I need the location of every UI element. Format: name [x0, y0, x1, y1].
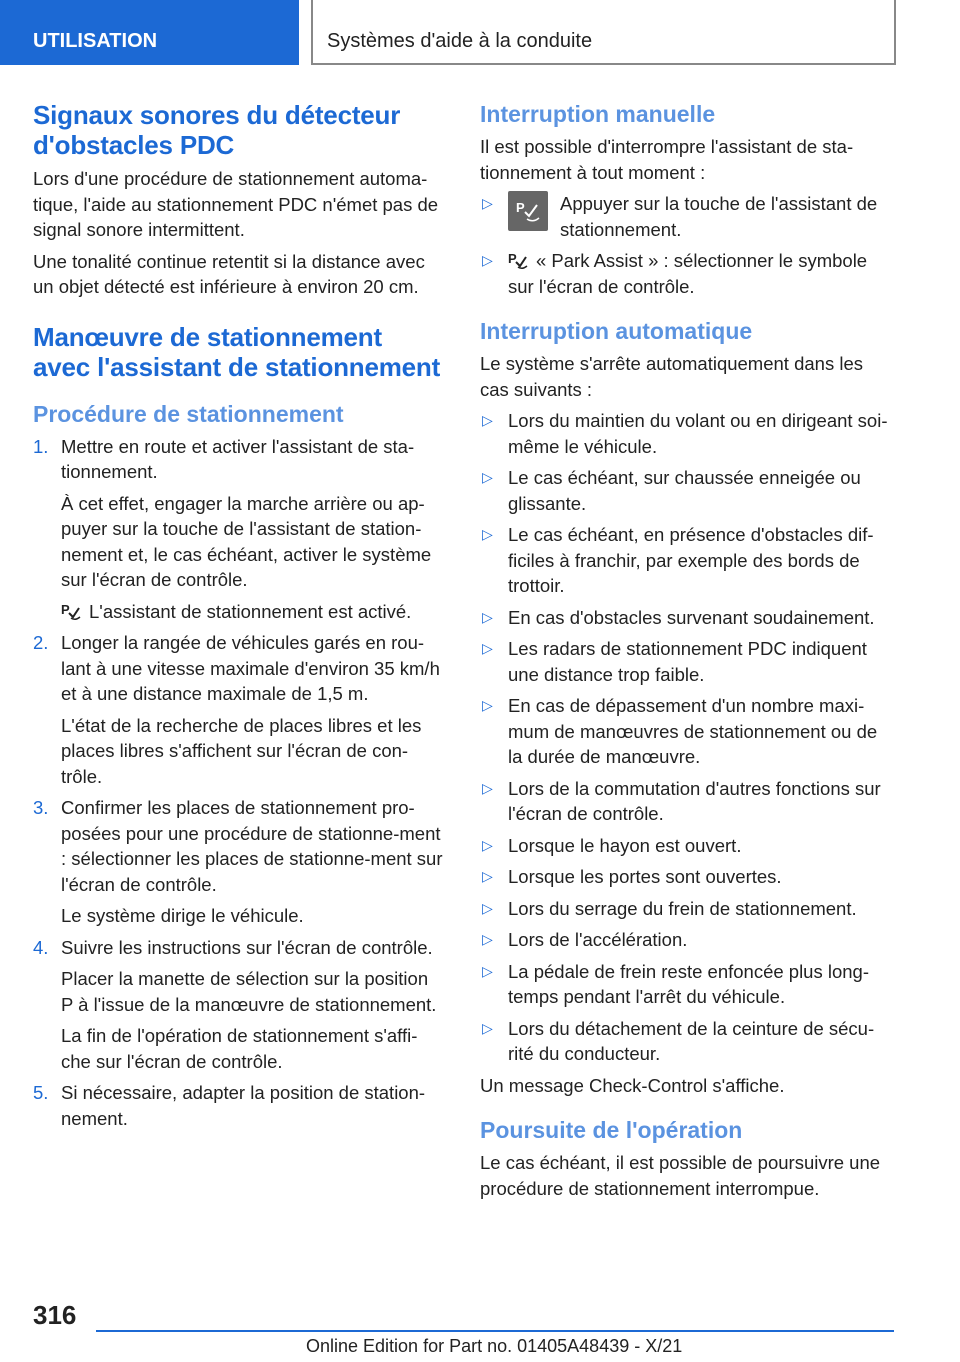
bullet-triangle-icon: ▷	[482, 836, 493, 853]
step-text: Le système dirige le véhicule.	[61, 905, 304, 926]
step-text: Si nécessaire, adapter la position de station-nement.	[61, 1082, 426, 1129]
step-number: 1.	[33, 435, 49, 457]
list-item: ▷ En cas d'obstacles survenant soudainement.	[480, 605, 896, 631]
heading-parking-procedure: Procédure de stationnement	[33, 400, 344, 427]
bullet-triangle-icon: ▷	[482, 195, 493, 211]
heading-manual-interruption: Interruption manuelle	[480, 101, 716, 127]
svg-text:P: P	[516, 200, 525, 215]
park-assist-button-icon	[508, 191, 548, 231]
page-number: 316	[33, 1300, 77, 1330]
step-text: Placer la manette de sélection sur la position P à l'issue de la manœuvre de stationnement.	[61, 968, 437, 1015]
park-assist-icon	[508, 250, 530, 270]
step-text-with-icon: P L'assistant de stationnement est activé.	[61, 600, 412, 622]
bullet-triangle-icon: ▷	[482, 608, 493, 625]
step-number: 4.	[33, 936, 49, 958]
step-item	[33, 795, 445, 929]
bullet-triangle-icon: ▷	[482, 469, 493, 485]
bullet-triangle-icon: ▷	[482, 1019, 493, 1036]
chapter-title: Systèmes d'aide à la conduite	[327, 30, 593, 52]
bullet-triangle-icon: ▷	[482, 412, 493, 428]
step-item	[33, 630, 445, 789]
step-text: Longer la rangée de véhicules garés en rou-lant à une vitesse maximale d'environ 35 km/h et à une distance maximale de 1,5 m.	[61, 632, 440, 704]
svg-text:P: P	[508, 251, 517, 266]
list-item: ▷ Lors du maintien du volant ou en dirigeant soi-même le véhicule.	[482, 410, 888, 457]
list-item: ▷ Le cas échéant, sur chaussée enneigée ou glissante.	[482, 467, 861, 514]
edition-footer: Online Edition for Part no. 01405A48439 - X/21	[306, 1336, 683, 1356]
pdc-paragraph-2: Une tonalité continue retentit si la distance avec un objet détecté est inférieure à environ 20 cm.	[33, 250, 425, 297]
chapter-tab	[311, 0, 896, 65]
heading-continue-operation: Poursuite de l'opération	[480, 1117, 743, 1143]
step-text: À cet effet, engager la marche arrière ou ap-puyer sur la touche de l'assistant de station-nement et, le cas échéant, activer le système sur l'écran de contrôle.	[61, 492, 432, 590]
bullet-triangle-icon: ▷	[482, 252, 493, 268]
svg-text:P: P	[61, 601, 70, 617]
left-column	[33, 100, 445, 1137]
step-text: La fin de l'opération de stationnement s'affi-che sur l'écran de contrôle.	[61, 1025, 418, 1072]
bullet-triangle-icon: ▷	[482, 931, 493, 947]
auto-intro: Le système s'arrête automatiquement dans les cas suivants :	[480, 353, 863, 400]
park-assist-icon	[61, 601, 83, 621]
procedure-steps	[33, 434, 445, 1132]
bullet-triangle-icon: ▷	[482, 962, 493, 979]
heading-automatic-interruption: Interruption automatique	[480, 318, 753, 344]
pdc-paragraph-1: Lors d'une procédure de stationnement automa-tique, l'aide au stationnement PDC n'émet pas de signal sonore intermittent.	[33, 168, 439, 240]
list-item: ▷ Lors du détachement de la ceinture de sécu-rité du conducteur.	[482, 1017, 875, 1064]
auto-outro: Un message Check-Control s'affiche.	[480, 1074, 785, 1096]
section-title: UTILISATION	[33, 30, 158, 52]
step-item	[33, 1080, 445, 1131]
heading-parking-manoeuvre: Manœuvre de stationnement avec l'assistant de stationnement	[33, 321, 441, 382]
list-item: ▷ La pédale de frein reste enfoncée plus long-temps pendant l'arrêt du véhicule.	[482, 960, 870, 1007]
footer-divider	[96, 1330, 894, 1332]
step-number: 5.	[33, 1082, 49, 1103]
right-column	[480, 100, 896, 1207]
list-item: ▷ P Appuyer sur la touche de l'assistant de stationnement.	[482, 193, 878, 240]
step-text: Mettre en route et activer l'assistant de sta-tionnement.	[61, 435, 415, 482]
step-item	[33, 434, 445, 625]
auto-list	[480, 408, 896, 1067]
bullet-triangle-icon: ▷	[482, 640, 493, 656]
list-item: ▷ Lorsque le hayon est ouvert.	[480, 833, 896, 859]
manual-intro: Il est possible d'interrompre l'assistant de sta-tionnement à tout moment :	[480, 136, 854, 183]
continue-paragraph: Le cas échéant, il est possible de poursuivre une procédure de stationnement interrompue.	[480, 1152, 881, 1199]
bullet-triangle-icon: ▷	[482, 899, 493, 916]
heading-pdc-signals: Signaux sonores du détecteur d'obstacles PDC	[33, 100, 401, 160]
list-item: ▷ P « Park Assist » : sélectionner le symbole sur l'écran de contrôle.	[482, 250, 868, 297]
step-text: Suivre les instructions sur l'écran de contrôle.	[61, 936, 433, 958]
list-item: ▷ Le cas échéant, en présence d'obstacles dif-ficiles à franchir, par exemple des bords de trottoir.	[482, 524, 874, 596]
list-item: ▷ Lors du serrage du frein de stationnement.	[480, 896, 896, 922]
manual-list	[480, 191, 896, 299]
step-text: Confirmer les places de stationnement pro-posées pour une procédure de stationne-ment : sélectionner les places de stationne-ment sur l'écran de contrôle.	[61, 797, 443, 895]
bullet-triangle-icon: ▷	[482, 868, 493, 884]
bullet-triangle-icon: ▷	[482, 697, 493, 713]
list-item: ▷ Lors de la commutation d'autres fonctions sur l'écran de contrôle.	[482, 777, 881, 824]
step-number: 2.	[33, 632, 49, 653]
list-item: ▷ Lors de l'accélération.	[480, 927, 896, 953]
step-text: L'état de la recherche de places libres et les places libres s'affichent sur l'écran de con-trôle.	[61, 714, 422, 787]
bullet-triangle-icon: ▷	[482, 526, 493, 542]
section-tab	[0, 0, 299, 65]
step-item	[33, 935, 445, 1075]
list-item: ▷ Lorsque les portes sont ouvertes.	[480, 864, 896, 890]
list-item: ▷ En cas de dépassement d'un nombre maxi-mum de manœuvres de stationnement ou de la durée de manœuvre.	[482, 695, 878, 767]
step-number: 3.	[33, 797, 49, 818]
bullet-triangle-icon: ▷	[482, 779, 493, 796]
list-item: ▷ Les radars de stationnement PDC indiquent une distance trop faible.	[482, 638, 867, 685]
